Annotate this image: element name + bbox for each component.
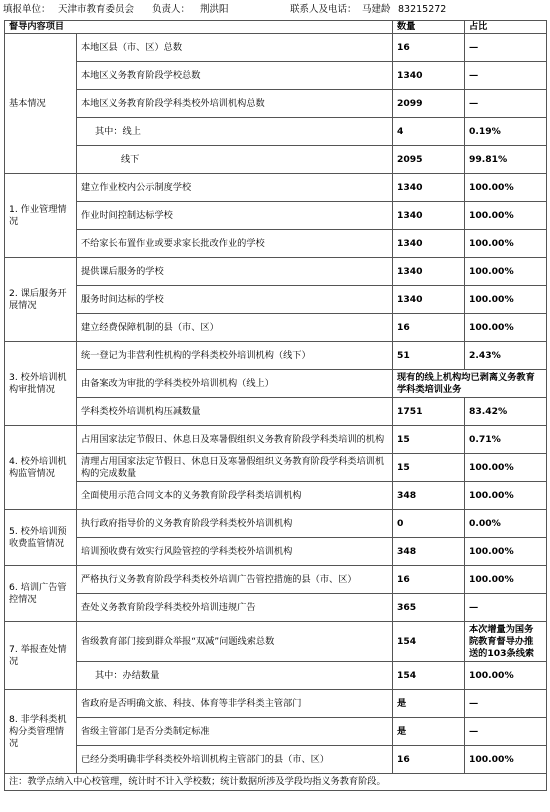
row-item: 提供课后服务的学校 bbox=[77, 258, 393, 286]
table-row bbox=[5, 566, 547, 594]
row-ratio: 2.43% bbox=[465, 342, 547, 370]
row-item: 本地区义务教育阶段学校总数 bbox=[77, 62, 393, 90]
table-row bbox=[5, 202, 547, 230]
row-item: 全面使用示范合同文本的义务教育阶段学科类培训机构 bbox=[77, 482, 393, 510]
table-note: 注：教学点纳入中心校管理，统计时不计入学校数；统计数据所涉及学段均指义务教育阶段。 bbox=[5, 774, 547, 791]
row-item: 建立作业校内公示制度学校 bbox=[77, 174, 393, 202]
row-ratio: 0.19% bbox=[465, 118, 547, 146]
table-row bbox=[5, 286, 547, 314]
row-item: 建立经费保障机制的县（市、区） bbox=[77, 314, 393, 342]
row-count: 348 bbox=[393, 482, 465, 510]
group-homework: 1. 作业管理情况 bbox=[5, 174, 77, 258]
row-ratio: 100.00% bbox=[465, 454, 547, 482]
table-row bbox=[5, 510, 547, 538]
row-item: 服务时间达标的学校 bbox=[77, 286, 393, 314]
row-count: 51 bbox=[393, 342, 465, 370]
row-item: 统一登记为非营利性机构的学科类校外培训机构（线下） bbox=[77, 342, 393, 370]
row-ratio: 100.00% bbox=[465, 230, 547, 258]
row-count: 16 bbox=[393, 566, 465, 594]
row-ratio: 100.00% bbox=[465, 202, 547, 230]
row-count: 1340 bbox=[393, 202, 465, 230]
row-count: 154 bbox=[393, 622, 465, 662]
table-row bbox=[5, 662, 547, 690]
row-item: 省级主管部门是否分类制定标准 bbox=[77, 718, 393, 746]
row-count: 348 bbox=[393, 538, 465, 566]
row-merged-note: 现有的线上机构均已剥离义务教育学科类培训业务 bbox=[393, 370, 547, 398]
row-item: 省级教育部门接到群众举报“双减”问题线索总数 bbox=[77, 622, 393, 662]
row-item: 执行政府指导价的义务教育阶段学科类校外培训机构 bbox=[77, 510, 393, 538]
row-item: 不给家长布置作业或要求家长批改作业的学校 bbox=[77, 230, 393, 258]
row-count: 1340 bbox=[393, 258, 465, 286]
column-header-count: 数量 bbox=[393, 21, 465, 34]
table-row bbox=[5, 174, 547, 202]
table-row bbox=[5, 314, 547, 342]
row-item: 其中：线上 bbox=[77, 118, 393, 146]
phone-value: 83215272 bbox=[398, 4, 447, 15]
row-count: 2099 bbox=[393, 90, 465, 118]
row-item: 查处义务教育阶段学科类校外培训违规广告 bbox=[77, 594, 393, 622]
contact-label: 联系人及电话： bbox=[290, 4, 357, 15]
row-item: 学科类校外培训机构压减数量 bbox=[77, 398, 393, 426]
unit-label: 填报单位： bbox=[3, 4, 51, 15]
row-ratio: 100.00% bbox=[465, 662, 547, 690]
row-ratio: — bbox=[465, 594, 547, 622]
table-row bbox=[5, 118, 547, 146]
row-count: 365 bbox=[393, 594, 465, 622]
row-item: 本地区县（市、区）总数 bbox=[77, 34, 393, 62]
row-item: 省政府是否明确文旅、科技、体育等非学科类主管部门 bbox=[77, 690, 393, 718]
row-ratio: 100.00% bbox=[465, 286, 547, 314]
row-ratio: 0.71% bbox=[465, 426, 547, 454]
table-row bbox=[5, 454, 547, 482]
row-count: 154 bbox=[393, 662, 465, 690]
row-item: 由备案改为审批的学科类校外培训机构（线上） bbox=[77, 370, 393, 398]
row-ratio: — bbox=[465, 34, 547, 62]
table-row bbox=[5, 62, 547, 90]
row-ratio: — bbox=[465, 90, 547, 118]
row-count: 16 bbox=[393, 34, 465, 62]
row-item: 作业时间控制达标学校 bbox=[77, 202, 393, 230]
row-ratio: 100.00% bbox=[465, 746, 547, 774]
table-row bbox=[5, 718, 547, 746]
row-count: 16 bbox=[393, 314, 465, 342]
row-ratio: 100.00% bbox=[465, 482, 547, 510]
row-item: 占用国家法定节假日、休息日及寒暑假组织义务教育阶段学科类培训的机构 bbox=[77, 426, 393, 454]
row-count: 是 bbox=[393, 690, 465, 718]
row-count: 1340 bbox=[393, 62, 465, 90]
table-row bbox=[5, 230, 547, 258]
unit-value: 天津市教育委员会 bbox=[58, 4, 135, 15]
table-row bbox=[5, 34, 547, 62]
table-row bbox=[5, 146, 547, 174]
group-supervision: 4. 校外培训机构监管情况 bbox=[5, 426, 77, 510]
group-prepayment: 5. 校外培训预收费监管情况 bbox=[5, 510, 77, 566]
row-ratio: — bbox=[465, 62, 547, 90]
table-row bbox=[5, 622, 547, 662]
row-count: 1340 bbox=[393, 174, 465, 202]
row-ratio: 100.00% bbox=[465, 258, 547, 286]
inspection-table bbox=[4, 20, 547, 791]
row-ratio: 100.00% bbox=[465, 174, 547, 202]
row-count: 15 bbox=[393, 454, 465, 482]
table-row bbox=[5, 690, 547, 718]
table-row bbox=[5, 342, 547, 370]
table-row bbox=[5, 482, 547, 510]
table-note-row bbox=[5, 774, 547, 791]
row-ratio: — bbox=[465, 690, 547, 718]
row-count: 1340 bbox=[393, 286, 465, 314]
row-count: 1340 bbox=[393, 230, 465, 258]
table-row bbox=[5, 426, 547, 454]
row-count: 4 bbox=[393, 118, 465, 146]
person-label: 负责人： bbox=[152, 4, 191, 15]
row-count: 0 bbox=[393, 510, 465, 538]
table-row bbox=[5, 746, 547, 774]
column-header-item: 督导内容项目 bbox=[5, 21, 393, 34]
table-row bbox=[5, 90, 547, 118]
row-item: 严格执行义务教育阶段学科类校外培训广告管控措施的县（市、区） bbox=[77, 566, 393, 594]
group-approval: 3. 校外培训机构审批情况 bbox=[5, 342, 77, 426]
row-count: 16 bbox=[393, 746, 465, 774]
report-header bbox=[0, 0, 550, 20]
row-item: 线下 bbox=[77, 146, 393, 174]
group-advertising: 6. 培训广告管控情况 bbox=[5, 566, 77, 622]
person-value: 荆洪阳 bbox=[200, 4, 229, 15]
table-row bbox=[5, 370, 547, 398]
row-ratio: — bbox=[465, 718, 547, 746]
row-count: 15 bbox=[393, 426, 465, 454]
table-row bbox=[5, 594, 547, 622]
row-ratio: 100.00% bbox=[465, 314, 547, 342]
row-item: 已经分类明确非学科类校外培训机构主管部门的县（市、区） bbox=[77, 746, 393, 774]
group-after-school: 2. 课后服务开展情况 bbox=[5, 258, 77, 342]
column-header-ratio: 占比 bbox=[465, 21, 547, 34]
row-item: 本地区义务教育阶段学科类校外培训机构总数 bbox=[77, 90, 393, 118]
group-non-academic: 8. 非学科类机构分类管理情况 bbox=[5, 690, 77, 774]
row-item: 培训预收费有效实行风险管控的学科类校外培训机构 bbox=[77, 538, 393, 566]
row-ratio: 0.00% bbox=[465, 510, 547, 538]
contact-value: 马建龄 bbox=[362, 4, 391, 15]
row-count: 2095 bbox=[393, 146, 465, 174]
row-ratio: 83.42% bbox=[465, 398, 547, 426]
group-basic: 基本情况 bbox=[5, 34, 77, 174]
table-row bbox=[5, 538, 547, 566]
row-ratio: 本次增量为国务院教育督导办推送的103条线索 bbox=[465, 622, 547, 662]
row-item: 其中：办结数量 bbox=[77, 662, 393, 690]
row-ratio: 99.81% bbox=[465, 146, 547, 174]
row-ratio: 100.00% bbox=[465, 538, 547, 566]
row-count: 1751 bbox=[393, 398, 465, 426]
group-reports: 7. 举报查处情况 bbox=[5, 622, 77, 690]
table-header-row bbox=[5, 21, 547, 34]
row-item: 清理占用国家法定节假日、休息日及寒暑假组织义务教育阶段学科类培训机构的完成数量 bbox=[77, 454, 393, 482]
table-row bbox=[5, 398, 547, 426]
row-count: 是 bbox=[393, 718, 465, 746]
row-ratio: 100.00% bbox=[465, 566, 547, 594]
table-row bbox=[5, 258, 547, 286]
